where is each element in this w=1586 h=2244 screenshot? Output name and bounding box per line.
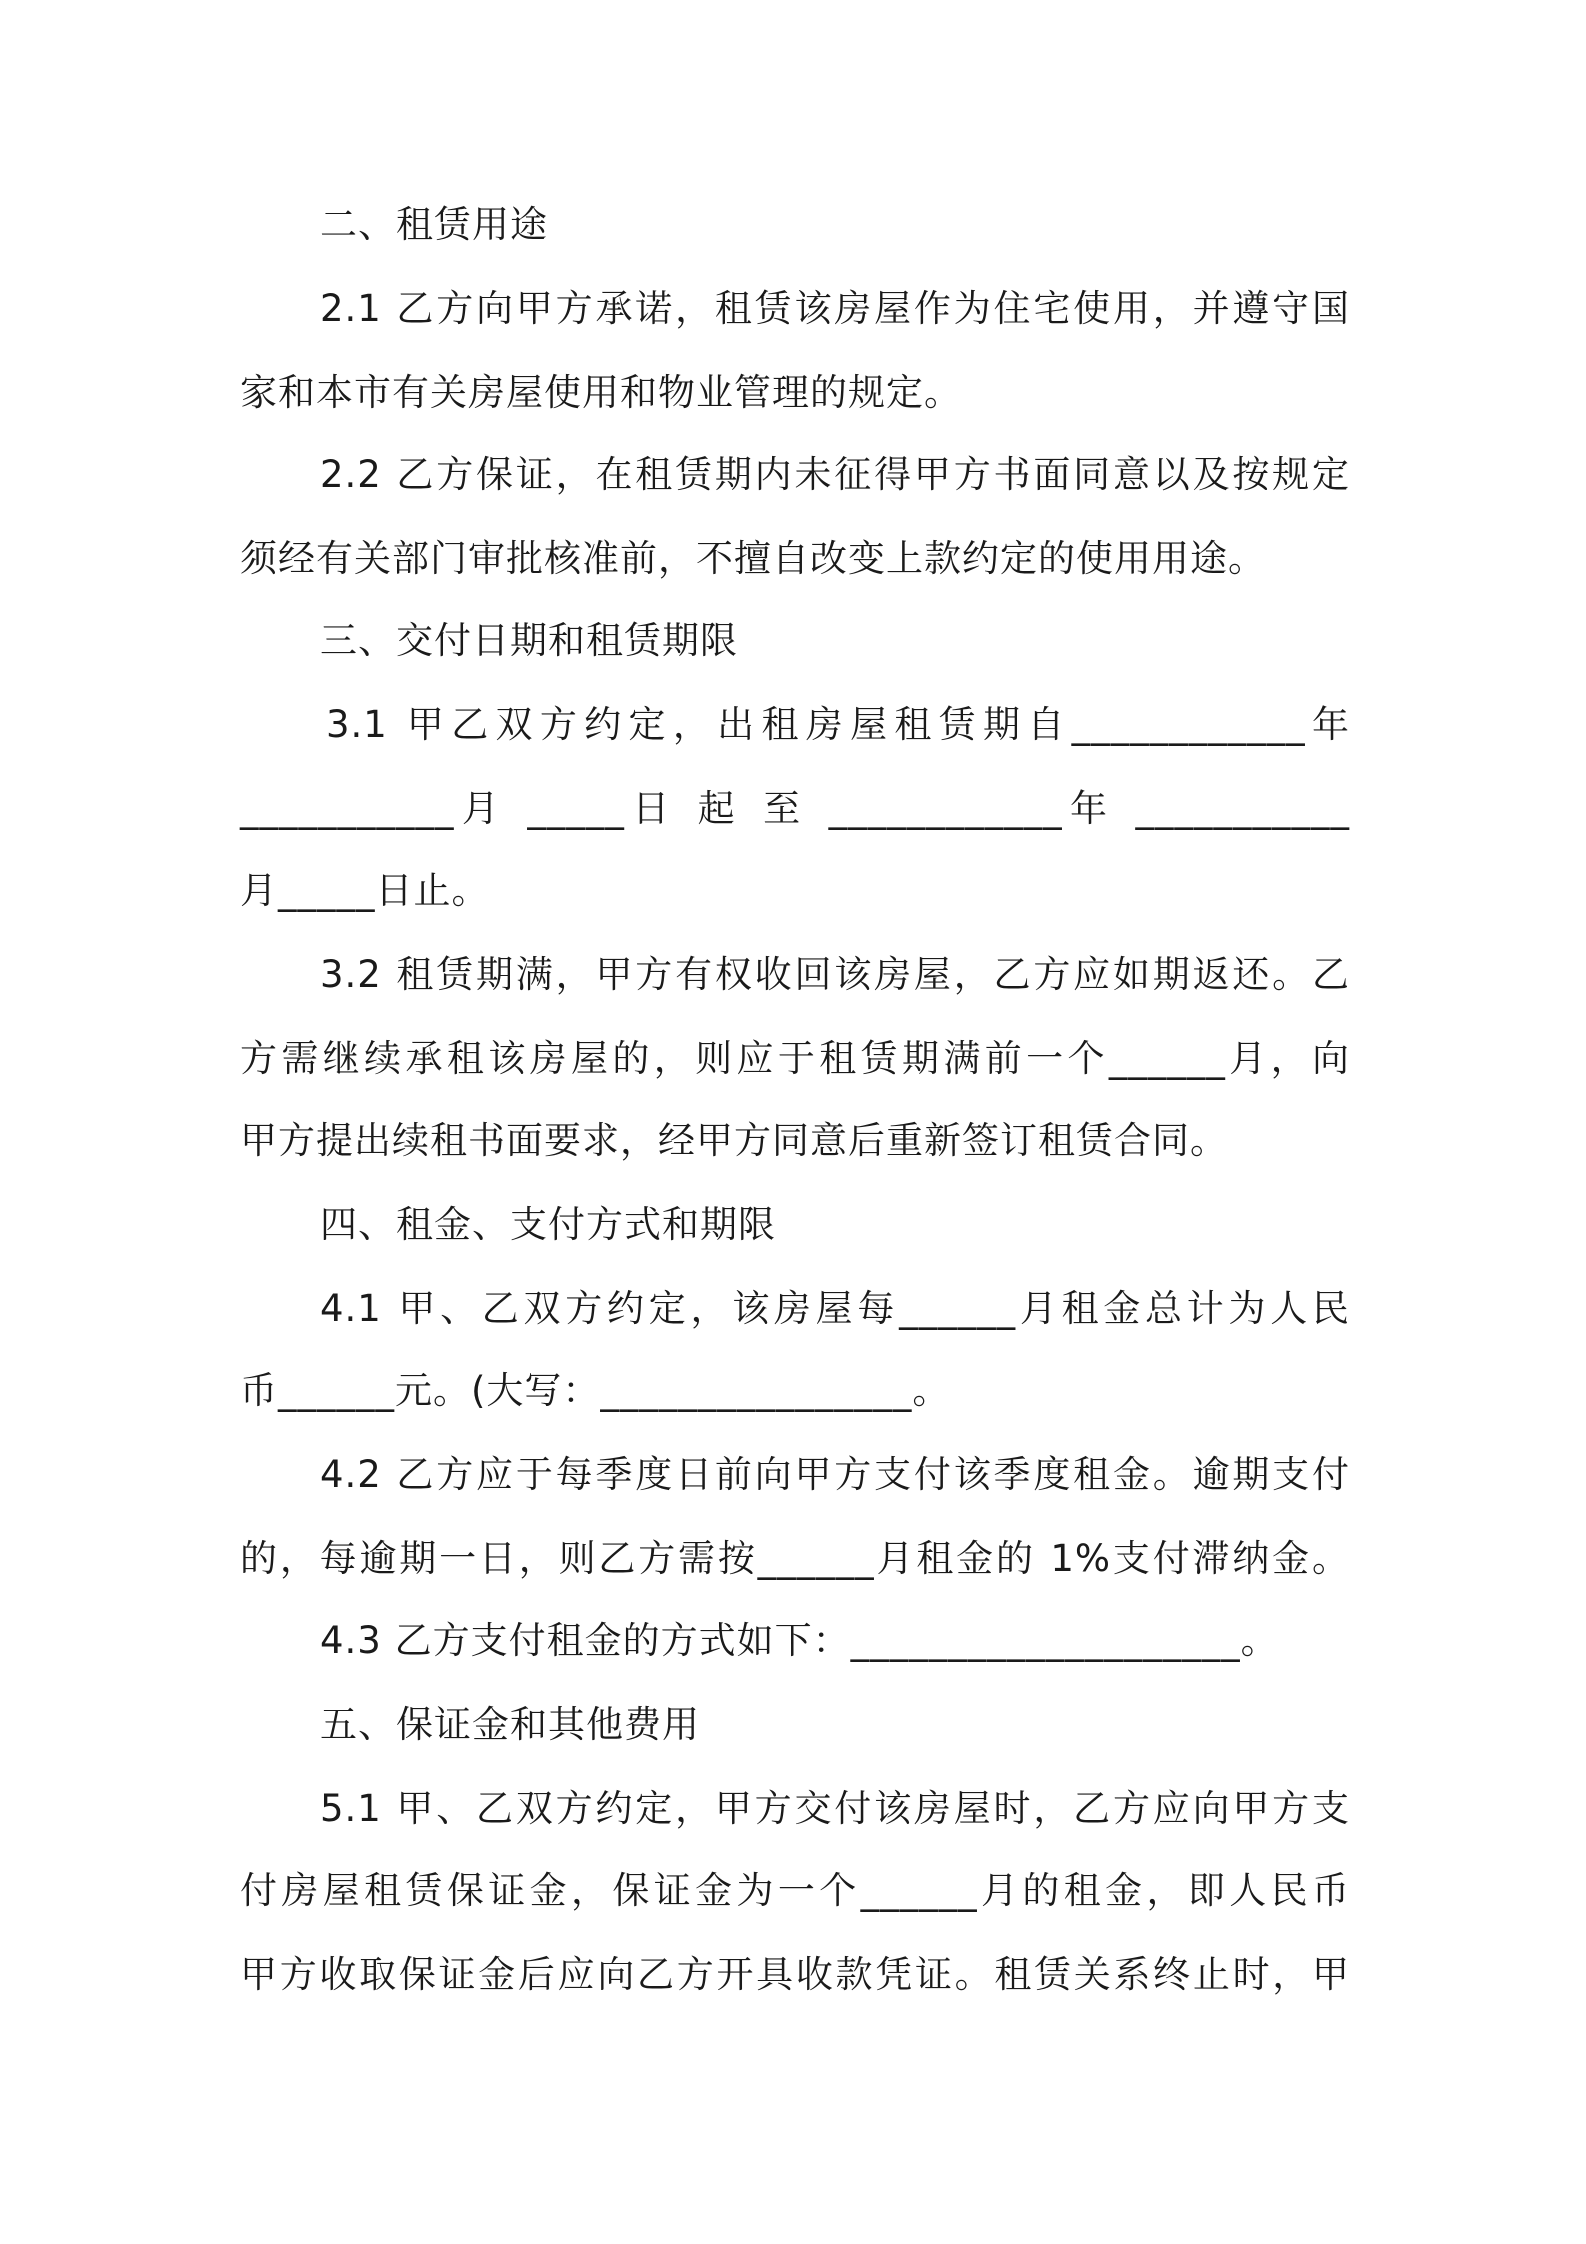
- clause-3-1-line-3: 月_____日止。: [240, 869, 490, 912]
- clause-3-2-line-1: 3.2 租赁期满，甲方有权收回该房屋，乙方应如期返还。乙: [320, 953, 1350, 996]
- clause-3-2-line-3: 甲方提出续租书面要求，经甲方同意后重新签订租赁合同。: [240, 1119, 1228, 1162]
- section-heading-deposit: 五、保证金和其他费用: [320, 1703, 700, 1746]
- clause-5-1-line-3: 甲方收取保证金后应向乙方开具收款凭证。租赁关系终止时，甲: [240, 1953, 1350, 1996]
- clause-2-1-line-2: 家和本市有关房屋使用和物业管理的规定。: [240, 371, 962, 414]
- clause-4-1-line-1: 4.1 甲、乙双方约定，该房屋每______月租金总计为人民: [320, 1287, 1350, 1330]
- section-heading-usage: 二、租赁用途: [320, 203, 548, 246]
- clause-4-3-line-1: 4.3 乙方支付租金的方式如下：____________________。: [320, 1619, 1279, 1662]
- clause-5-1-line-2: 付房屋租赁保证金，保证金为一个______月的租金，即人民币: [240, 1869, 1350, 1912]
- section-heading-rent: 四、租金、支付方式和期限: [320, 1203, 776, 1246]
- clause-4-1-line-2: 币______元。(大写：________________。: [240, 1369, 951, 1412]
- section-heading-term: 三、交付日期和租赁期限: [320, 619, 738, 662]
- clause-3-2-line-2: 方需继续承租该房屋的，则应于租赁期满前一个______月，向: [240, 1037, 1350, 1080]
- clause-3-1-line-1: 3.1 甲乙双方约定，出租房屋租赁期自____________年: [326, 703, 1350, 746]
- clause-4-2-line-1: 4.2 乙方应于每季度日前向甲方支付该季度租金。逾期支付: [320, 1453, 1350, 1496]
- clause-4-2-line-2: 的，每逾期一日，则乙方需按______月租金的 1%支付滞纳金。: [240, 1537, 1350, 1580]
- clause-2-2-line-1: 2.2 乙方保证，在租赁期内未征得甲方书面同意以及按规定: [320, 453, 1350, 496]
- clause-5-1-line-1: 5.1 甲、乙双方约定，甲方交付该房屋时，乙方应向甲方支: [320, 1787, 1350, 1830]
- clause-3-1-line-2: ___________月 _____日 起 至 ____________年 ___________: [240, 787, 1350, 830]
- clause-2-1-line-1: 2.1 乙方向甲方承诺，租赁该房屋作为住宅使用，并遵守国: [320, 287, 1350, 330]
- clause-2-2-line-2: 须经有关部门审批核准前，不擅自改变上款约定的使用用途。: [240, 537, 1266, 580]
